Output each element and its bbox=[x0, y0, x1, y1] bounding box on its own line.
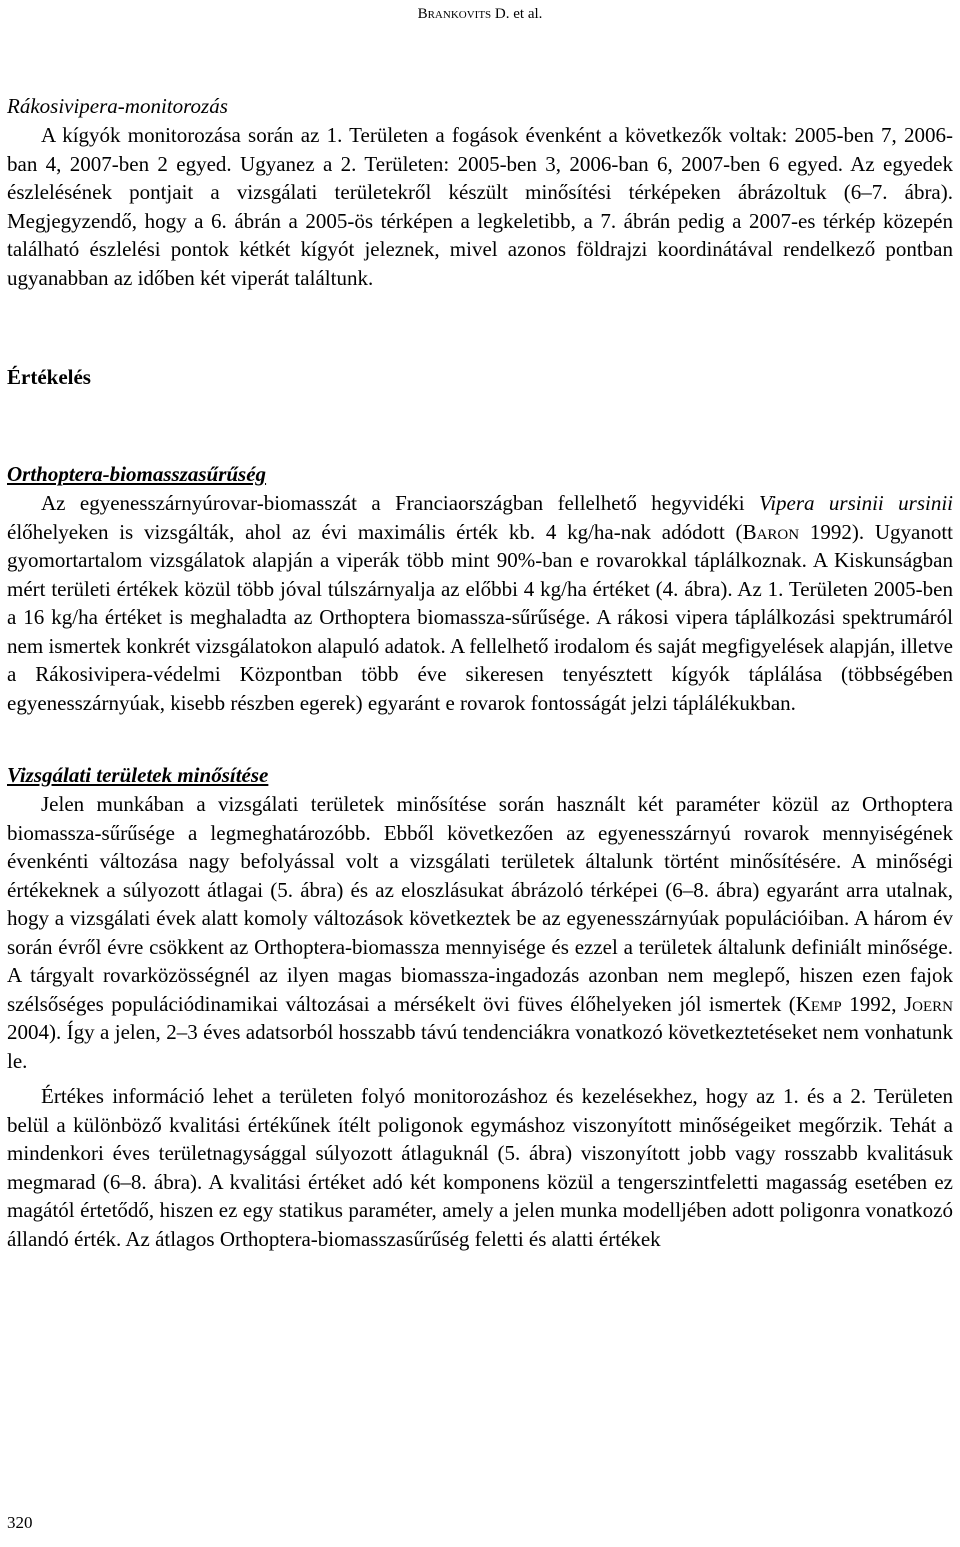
citation-author: Baron bbox=[742, 519, 800, 544]
running-head bbox=[0, 4, 960, 24]
species-name: Vipera ursinii ursinii bbox=[758, 491, 953, 515]
paragraph-monitoring: A kígyók monitorozása során az 1. Területen a fogások évenként a következők voltak: 2005-ben 7, 2006-ban 4, 2007-ben 2 egyed. Ugyanez a 2. Területen: 2005-ben 3, 2006-ban 6, 2007-ben 6 egyed. Az egyedek észlelésének pontjait a vizsgálati területekről készült minősítési térképeken ábrázoltuk (6–7. ábra). Megjegyzendő, hogy a 6. ábrán a 2005-ös térképen a legkeletibb, a 7. ábrán pedig a 2007-es térkép közepén található észlelési pontok kétkét kígyót jeleznek, mivel azonos földrajzi koordinátával rendelkező pontban ugyanabban az időben két viperát találtunk. bbox=[7, 123, 953, 290]
paragraph-orthoptera: Az egyenesszárnyúrovar-biomasszát a Franciaországban fellelhető hegyvidéki Vipera ursinii ursinii élőhelyeken is vizsgálták, ahol az évi maximális érték kb. 4 kg/ha-nak adódott (Baron 1992). Ugyanott gyomortartalom vizsgálatok alapján a viperák több mint 90%-ban e rovarokkal táplálkoznak. A Kiskunságban mért területi értékek közül több jóval túlszárnyalja az előbbi 4 kg/ha értéket (4. ábra). Az 1. Területen 2005-ben a 16 kg/ha értéket is meghaladta az Orthoptera biomassza-sűrűsége. A rákosi vipera táplálkozási spektrumáról nem ismertek konkrét vizsgálatokon alapuló adatok. A fellelhető irodalom és saját megfigyelések alapján, illetve a Rákosivipera-védelmi Központban több éve sikeresen tenyésztett kígyók táplálása (többségében egyenesszárnyúak, kisebb részben egerek) egyaránt e rovarok fontosságát jelzi táplálékukban. bbox=[7, 491, 953, 715]
section-heading-evaluation: Értékelés bbox=[7, 365, 91, 389]
citation-author: Kemp bbox=[795, 991, 842, 1016]
paragraph-site-quality-2: Értékes információ lehet a területen folyó monitorozáshoz és kezelésekhez, hogy az 1. és a 2. Területen belül a különböző kvalitási értékűnek ítélt poligonok egymáshoz viszonyított minőségeiket megőrzik. Tehát a mindenkori éves területnagysággal súlyozott átlaguknál (5. ábra) viszonyított jobb vagy rosszabb kvalitásuk megmarad (6–8. ábra). A kvalitási értéket adó két komponens közül a tengerszintfeletti magasság esetében ez magától értetődő, hiszen ez egy statikus paraméter, amely a jelen munka modelljében adott poligonra vonatkozó állandó érték. Az átlagos Orthoptera-biomasszasűrűség feletti és alatti értékek bbox=[7, 1084, 953, 1251]
page-number: 320 bbox=[7, 1513, 33, 1532]
section-title-orthoptera: Orthoptera-biomasszasűrűség bbox=[7, 462, 267, 486]
section-title-monitoring: Rákosivipera-monitorozás bbox=[7, 94, 228, 118]
paragraph-site-quality-1: Jelen munkában a vizsgálati területek minősítése során használt két paraméter közül az Orthoptera biomassza-sűrűsége a legmeghatározóbb. Ebből következően az egyenesszárnyú rovarok mennyiségének évenkénti változása nagy befolyással volt a vizsgálati területek általunk történt minősítésére. A minőségi értékeknek a súlyozott átlagai (5. ábra) és az eloszlásukat ábrázoló térképei (6–8. ábra) egyaránt arra utalnak, hogy a vizsgálati évek alatt komoly változások következtek be az egyenesszárnyúak populációiban. A három év során évről évre csökkent az Orthoptera-biomassza mennyisége és ezzel a területek általunk definiált minősége. A tárgyalt rovarközösségnél az ilyen magas biomassza-ingadozás azonban nem meglepő, hiszen ezen fajok szélsőséges populációdinamikai változásai a mérsékelt övi füves élőhelyeken jól ismertek (Kemp 1992, Joern 2004). Így a jelen, 2–3 éves adatsorból hosszabb távú tendenciákra vonatkozó következtetéseket nem vonhatunk le. bbox=[7, 792, 953, 1073]
citation-author: Joern bbox=[903, 991, 953, 1016]
running-head-author: Brankovits D. bbox=[417, 6, 510, 22]
running-head-etal: et al. bbox=[509, 6, 543, 22]
page-body bbox=[7, 92, 953, 1253]
section-title-site-quality: Vizsgálati területek minősítése bbox=[7, 763, 269, 787]
